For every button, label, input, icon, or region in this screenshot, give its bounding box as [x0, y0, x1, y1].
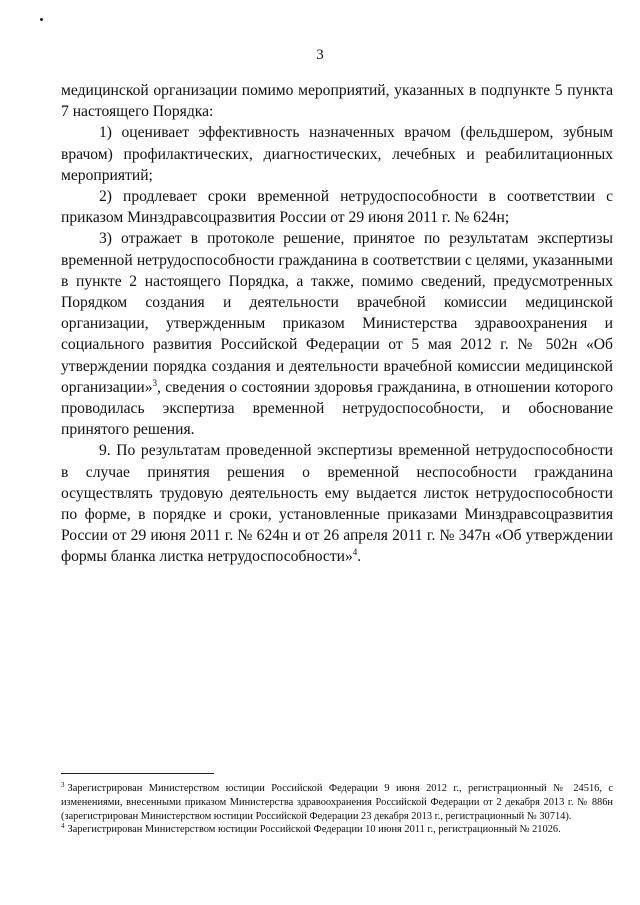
- paragraph-item-3-tail: , сведения о состоянии здоровья гражданина, в отношении которого проводилась экспертиза временной нетрудоспособности, и обоснование принятого решения.: [61, 378, 613, 439]
- footnote-divider: [61, 773, 214, 774]
- footnote-ref-4[interactable]: 4: [352, 547, 358, 558]
- footnote-4: [61, 823, 613, 837]
- paragraph-clause-9-text: 9. По результатам проведенной экспертизы временной нетрудоспособности в случае принятия решения о временной неспособности гражданина осуществлять трудовую деятельность ему выдается листок нетрудоспособности по форме, в порядке и сроки, установленные приказами Минздравсоцразвития России от 29 июня 2011 г. № 624н и от 26 апреля 2011 г. № 347н «Об утверждении формы бланка листка нетрудоспособности»: [61, 442, 613, 566]
- paragraph-clause-9-end: .: [357, 548, 362, 566]
- paragraph-intro: медицинской организации помимо мероприятий, указанных в подпункте 5 пункта 7 настоящего Порядка:: [61, 82, 613, 121]
- paragraph-item-1: 1) оценивает эффективность назначенных врачом (фельдшером, зубным врачом) профилактических, диагностических, лечебных и реабилитационных мероприятий;: [61, 124, 613, 184]
- scan-speck: [40, 18, 43, 21]
- paragraph-clause-9: [61, 440, 613, 567]
- footnote-text: Зарегистрирован Министерством юстиции Российской Федерации 9 июня 2012 г., регистрационный № 24516, с изменениями, внесенными приказом Министерства здравоохранения Российской Федерации от 2 декабря 2013 г. № 886н (зарегистрирован Министерством юстиции Российской Федерации 23 декабря 2013 г., регистрационный № 30714).: [61, 783, 613, 822]
- page-number: 3: [316, 47, 324, 63]
- footnote-text: Зарегистрирован Министерством юстиции Российской Федерации 10 июня 2011 г., регистрационный № 21026.: [67, 824, 561, 836]
- footnote-3: [61, 782, 613, 823]
- footnotes: [61, 782, 613, 837]
- footnote-ref-3[interactable]: 3: [152, 377, 158, 388]
- footnote-mark: 4: [61, 821, 65, 830]
- paragraph-item-3: [61, 228, 613, 440]
- footnote-mark: 3: [61, 780, 65, 789]
- paragraph-item-3-text: 3) отражает в протоколе решение, принятое по результатам экспертизы временной нетрудоспособности гражданина в соответствии с целями, указанными в пункте 2 настоящего Порядка, а также, помимо сведений, предусмотренных Порядком создания и деятельности врачебной комиссии медицинской организации, утвержденным приказом Министерства здравоохранения и социального развития Российской Федерации от 5 мая 2012 г. № 502н «Об утверждении порядка создания и деятельности врачебной комиссии медицинской организации»: [61, 230, 613, 396]
- document-body: [61, 80, 613, 568]
- paragraph-item-2: 2) продлевает сроки временной нетрудоспособности в соответствии с приказом Минздравсоцразвития России от 29 июня 2011 г. № 624н;: [61, 188, 613, 227]
